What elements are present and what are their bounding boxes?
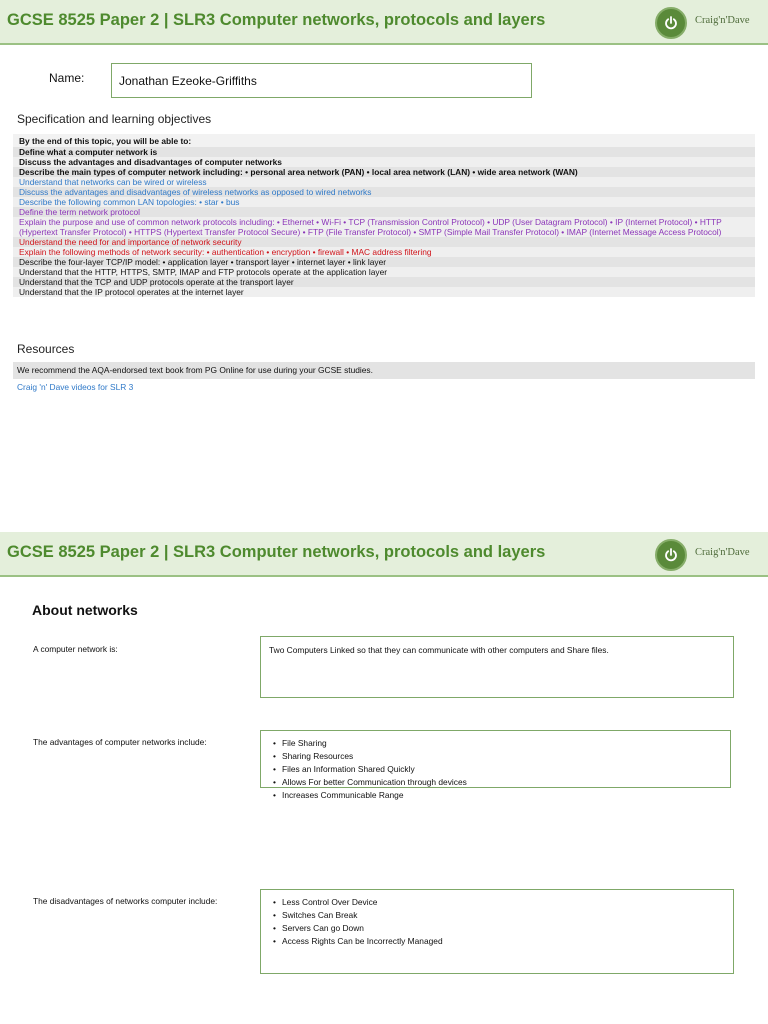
- name-field[interactable]: Jonathan Ezeoke-Griffiths: [111, 63, 532, 98]
- answer-bullet: • Files an Information Shared Quickly: [273, 763, 730, 776]
- objective-item: Explain the following methods of network security: • authentication • encryption • firewall • MAC address filtering: [13, 247, 755, 257]
- objective-item: Define the term network protocol: [13, 207, 755, 217]
- answer-bullet: • Switches Can Break: [273, 909, 733, 922]
- answer-bullet: • Sharing Resources: [273, 750, 730, 763]
- objective-item: Understand that the TCP and UDP protocols operate at the transport layer: [13, 277, 755, 287]
- worksheet-page-2: [0, 532, 768, 1024]
- objective-item: By the end of this topic, you will be able to:: [13, 134, 755, 147]
- spec-heading: Specification and learning objectives: [17, 112, 212, 126]
- power-icon: [655, 7, 687, 39]
- q2-answer-box[interactable]: [260, 730, 731, 800]
- header-title: GCSE 8525 Paper 2 | SLR3 Computer networks, protocols and layers: [7, 11, 546, 29]
- objective-item: Understand that the IP protocol operates at the internet layer: [13, 287, 755, 297]
- page-header: [0, 532, 768, 577]
- objective-item: Describe the main types of computer network including: • personal area network (PAN) • local area network (LAN) • wide area network (WAN): [13, 167, 755, 177]
- objective-item: Understand that the HTTP, HTTPS, SMTP, IMAP and FTP protocols operate at the application layer: [13, 267, 755, 277]
- q3-answer-box[interactable]: [260, 889, 734, 974]
- logo-text: Craig'n'Dave: [695, 547, 750, 558]
- q2-answer-list: [261, 731, 730, 802]
- answer-bullet: • Access Rights Can be Incorrectly Managed: [273, 935, 733, 948]
- objective-item: Define what a computer network is: [13, 147, 755, 157]
- answer-bullet: • Allows For better Communication through devices: [273, 776, 730, 789]
- power-icon: [655, 539, 687, 571]
- videos-link[interactable]: Craig 'n' Dave videos for SLR 3: [17, 382, 134, 392]
- name-label: Name:: [49, 71, 85, 85]
- logo-text: Craig'n'Dave: [695, 15, 750, 26]
- about-networks-title: About networks: [32, 602, 138, 618]
- resources-text: We recommend the AQA-endorsed text book from PG Online for use during your GCSE studies.: [13, 362, 755, 379]
- objective-item: Discuss the advantages and disadvantages of wireless networks as opposed to wired networks: [13, 187, 755, 197]
- q3-label: The disadvantages of networks computer include:: [33, 896, 218, 906]
- objective-item: Discuss the advantages and disadvantages of computer networks: [13, 157, 755, 167]
- q1-answer-text: Two Computers Linked so that they can communicate with other computers and Share files.: [269, 645, 609, 655]
- objective-item: Understand that networks can be wired or wireless: [13, 177, 755, 187]
- q1-answer-box[interactable]: [260, 636, 734, 698]
- resources-heading: Resources: [17, 342, 75, 356]
- answer-bullet: • Increases Communicable Range: [273, 789, 730, 802]
- page-gap: [0, 512, 768, 532]
- q3-answer-list: [261, 890, 733, 948]
- q1-label: A computer network is:: [33, 644, 118, 654]
- answer-bullet: • Servers Can go Down: [273, 922, 733, 935]
- answer-bullet: • File Sharing: [273, 737, 730, 750]
- objective-item: Describe the following common LAN topologies: • star • bus: [13, 197, 755, 207]
- objective-item: Explain the purpose and use of common network protocols including: • Ethernet • Wi-Fi • TCP (Transmission Control Protocol) • UDP (User Datagram Protocol) • IP (Internet Protocol) • HTTP (Hypertext Transfer Protocol) • HTTPS (Hypertext Transfer Protocol Secure) • FTP (File Transfer Protocol) • SMTP (Simple Mail Transfer Protocol) • IMAP (Internet Message Access Protocol): [13, 217, 755, 237]
- objective-item: Understand the need for and importance of network security: [13, 237, 755, 247]
- header-title: GCSE 8525 Paper 2 | SLR3 Computer networks, protocols and layers: [7, 543, 546, 561]
- q2-label: The advantages of computer networks include:: [33, 737, 207, 747]
- page-header: [0, 0, 768, 45]
- objective-item: Describe the four-layer TCP/IP model: • application layer • transport layer • internet layer • link layer: [13, 257, 755, 267]
- answer-bullet: • Less Control Over Device: [273, 896, 733, 909]
- objectives-list: [13, 134, 755, 297]
